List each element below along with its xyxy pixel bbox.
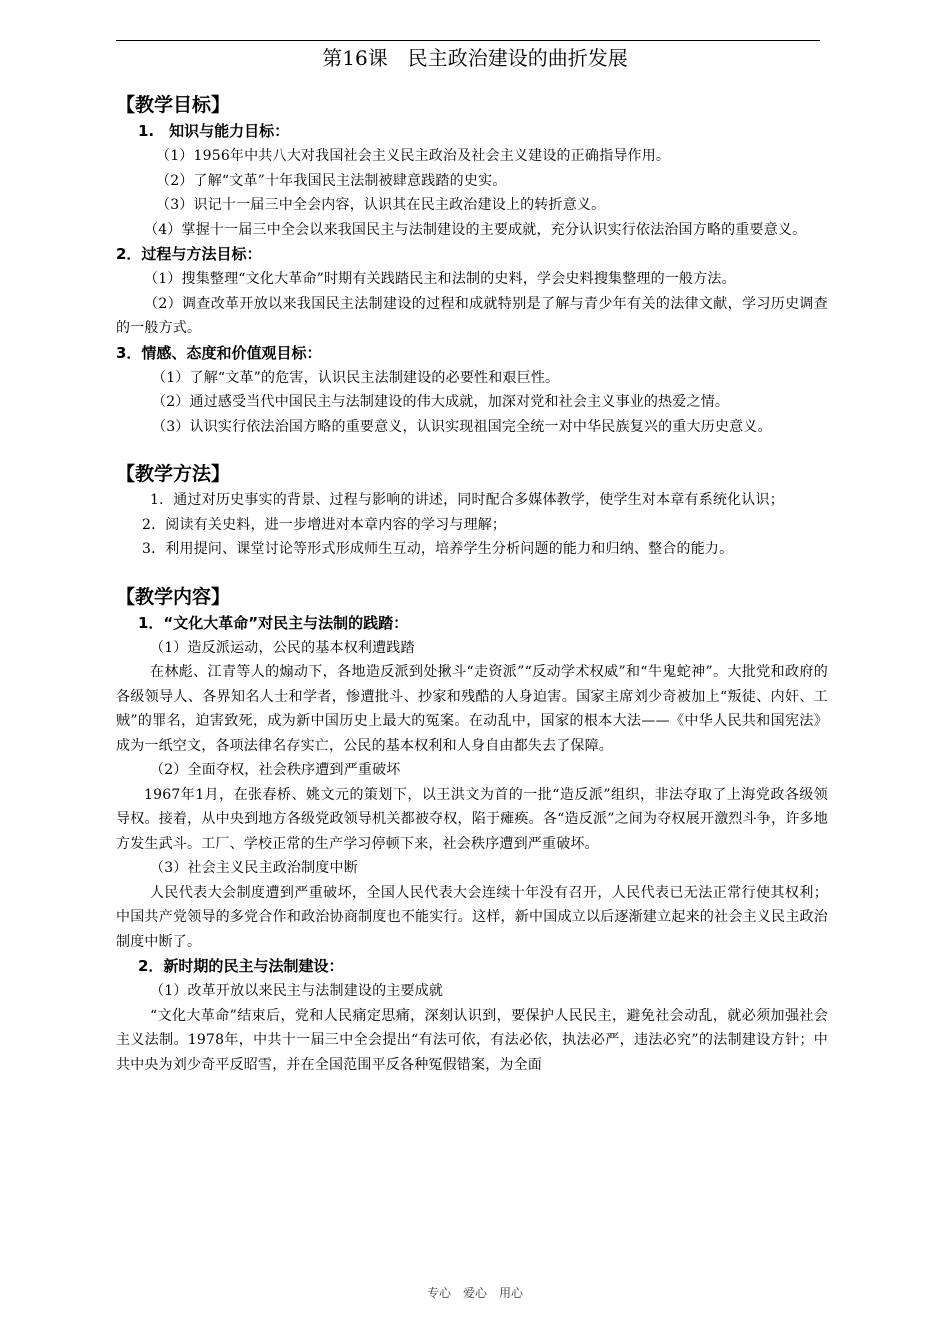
header-rule	[116, 40, 820, 41]
paragraph-body: 1967年1月，在张春桥、姚文元的策划下，以王洪文为首的一批“造反派”组织，非法夺取了上海党政各级领导权。接着，从中央到地方各级党政领导机关都被夺权，陷于瘫痪。各“造反派”之间为夺权展开激烈斗争，许多地方发生武斗。工厂、学校正常的生产学习停顿下来，社会秩序遭到严重破坏。	[116, 786, 828, 852]
topic-heading: 1．“文化大革命”对民主与法制的践踏：	[138, 613, 409, 632]
paragraph-body: 人民代表大会制度遭到严重破坏，全国人民代表大会连续十年没有召开，人民代表已无法正常行使其权利；中国共产党领导的多党合作和政治协商制度也不能实行。这样，新中国成立以后逐渐建立起来的社会主义民主政治制度中断了。	[116, 884, 828, 950]
section-heading-objectives: 【教学目标】	[116, 94, 231, 116]
method-item: 2．阅读有关史料，进一步增进对本章内容的学习与理解；	[142, 516, 507, 533]
subheading-knowledge: 1. 知识与能力目标：	[138, 122, 290, 140]
objective-item: （2）通过感受当代中国民主与法制建设的伟大成就，加深对党和社会主义事业的热爱之情。	[152, 394, 730, 410]
page-footer: 专心 爱心 用心	[426, 1286, 523, 1300]
paragraph-heading: （2）全面夺权，社会秩序遭到严重破坏	[150, 762, 401, 778]
objective-item: （2）调查改革开放以来我国民主法制建设的过程和成就特别是了解与青少年有关的法律文献，学习历史调查的一般方式。	[116, 295, 828, 336]
objective-item: （2）了解“文革”十年我国民主法制被肆意践踏的史实。	[156, 172, 507, 189]
paragraph-heading: （1）造反派运动，公民的基本权利遭践踏	[150, 639, 415, 656]
paragraph-body: 在林彪、江青等人的煽动下，各地造反派到处揪斗“走资派”“反动学术权威”和“牛鬼蛇神”。大批党和政府的各级领导人、各界知名人士和学者，惨遭批斗、抄家和残酷的人身迫害。国家主席刘少奇被加上“叛徒、内奸、工贼”的罪名，迫害致死，成为新中国历史上最大的冤案。在动乱中，国家的根本大法——《中华人民共和国宪法》成为一纸空文，各项法律名存实亡，公民的基本权利和人身自由都失去了保障。	[116, 664, 828, 754]
section-heading-content: 【教学内容】	[116, 585, 231, 608]
paragraph-heading: （1）改革开放以来民主与法制建设的主要成就	[150, 983, 444, 999]
method-item: 3．利用提问、课堂讨论等形式形成师生互动，培养学生分析问题的能力和归纳、整合的能力。	[142, 541, 734, 557]
document-body	[116, 92, 828, 1077]
paragraph-heading: （3）社会主义民主政治制度中断	[150, 860, 358, 876]
section-heading-methods: 【教学方法】	[116, 463, 231, 485]
objective-item: （1）搜集整理“文化大革命”时期有关践踏民主和法制的史料，学会史料搜集整理的一般方法。	[144, 271, 736, 287]
objective-item: （4）掌握十一届三中全会以来我国民主与法制建设的主要成就，充分认识实行依法治国方略的重要意义。	[144, 221, 807, 238]
method-item: 1．通过对历史事实的背景、过程与影响的讲述，同时配合多媒体教学，使学生对本章有系统化认识；	[150, 492, 784, 508]
objective-item: （1）1956年中共八大对我国社会主义民主政治及社会主义建设的正确指导作用。	[156, 148, 671, 164]
page-title: 第16课 民主政治建设的曲折发展	[322, 46, 628, 70]
topic-heading: 2．新时期的民主与法制建设：	[138, 957, 344, 975]
subheading-values: 3．情感、态度和价值观目标：	[116, 343, 322, 362]
subheading-process: 2．过程与方法目标：	[116, 245, 262, 263]
objective-item: （3）识记十一届三中全会内容，认识其在民主政治建设上的转折意义。	[156, 197, 606, 213]
paragraph-body: “文化大革命”结束后，党和人民痛定思痛，深刻认识到，要保护人民民主，避免社会动乱，就必须加强社会主义法制。1978年，中共十一届三中全会提出“有法可依，有法必依，执法必严，违法必究”的法制建设方针；中共中央为刘少奇平反昭雪，并在全国范围平反各种冤假错案，为全面	[116, 1007, 828, 1073]
objective-item: （1）了解“文革”的危害，认识民主法制建设的必要性和艰巨性。	[152, 369, 560, 386]
objective-item: （3）认识实行依法治国方略的重要意义，认识实现祖国完全统一对中华民族复兴的重大历史意义。	[152, 418, 772, 435]
